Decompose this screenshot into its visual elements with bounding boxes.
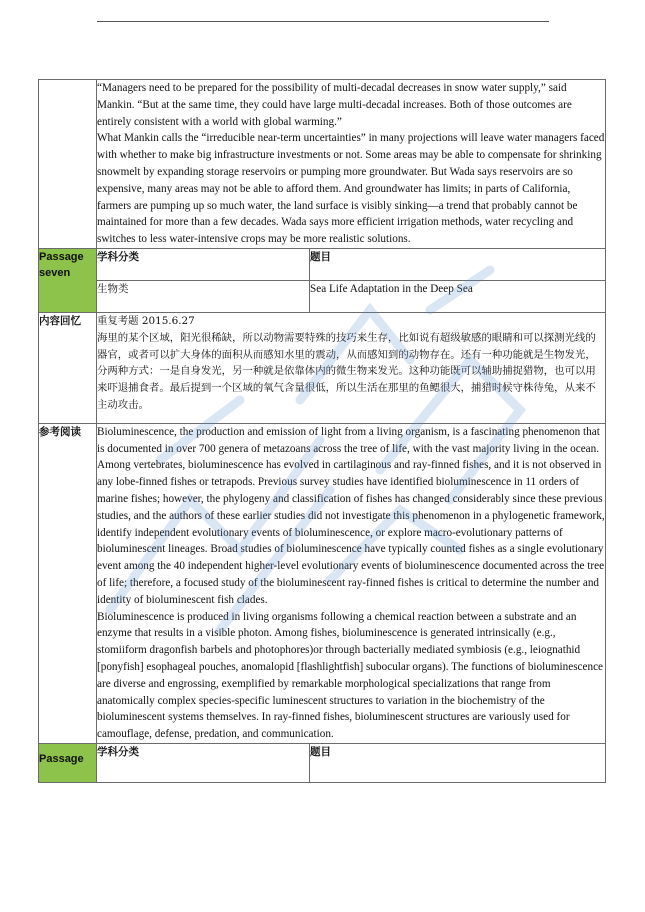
content-recall-line-1: 重复考题 2015.6.27 [97,314,195,327]
passage-seven-label: Passage seven [39,248,97,312]
subject-header: 学科分类 [97,248,310,280]
top-passage-paragraph-1: “Managers need to be prepared for the possibility of multi-decadal decreases in snow water supply,” said Mankin. “But at the same time, they could have large multi-decadal increases. Both of those outcomes are entirely consistent with a world with global warming.” [97,82,572,128]
title-value: Sea Life Adaptation in the Deep Sea [310,280,606,312]
top-passage-text [97,80,606,249]
content-recall-row [39,312,606,423]
top-passage-row [39,80,606,249]
next-title-header: 题目 [310,743,606,782]
top-passage-paragraph-2: What Mankin calls the “irreducible near-term uncertainties” in many projections will leave water managers faced with whether to make big infrastructure investments or not. Some areas may be able to compensate for shrinking snowmelt by expanding storage reservoirs or pumping more groundwater. But Wada says reservoirs are so expensive, many areas may not be able to afford them. And groundwater has limits; in parts of California, farmers are pumping up so much water, the land surface is visibly sinking—a trend that probably cannot be maintained for more than a few decades. Wada says more efficient irrigation methods, water recycling and switches to less water-intensive crops may be more realistic solutions. [97,132,605,246]
passage-seven-header-row [39,248,606,280]
document-table [38,79,606,783]
reference-paragraph-1: Bioluminescence, the production and emission of light from a living organism, is a fascinating phenomenon that is documented in over 700 genera of metazoans across the tree of life, with the vast majority living in the ocean. Among vertebrates, bioluminescence has evolved in cartilaginous and ray-finned fishes, and it is not observed in any lobe-finned fishes or tetrapods. Previous survey studies have identified bioluminescence in 11 orders of marine fishes; however, the phylogeny and classification of fishes has changed considerably since these previous studies, and the authors of these earlier studies did not investigate this phenomenon in a phylogenetic framework, identify independent evolutionary events of bioluminescence, or explore macro-evolutionary patterns of bioluminescent lineages. Broad studies of bioluminescence have typically counted fishes as a single evolutionary event among the 40 independent higher-level evolutionary events of bioluminescence documented across the tree of life; therefore, a focused study of the bioluminescent ray-finned fishes is critical to determine the number and identity of bioluminescent fish clades. [97,425,605,606]
top-passage-label-cell [39,80,97,249]
reference-reading-label: 参考阅读 [39,423,97,743]
title-header: 题目 [310,248,606,280]
reference-reading-row [39,423,606,743]
reference-reading-text [97,423,606,743]
next-passage-header-row [39,743,606,782]
next-passage-label: Passage [39,743,97,782]
content-recall-label: 内容回忆 [39,312,97,423]
passage-seven-value-row [39,280,606,312]
next-subject-header: 学科分类 [97,743,310,782]
content-recall-text [97,312,606,423]
subject-value: 生物类 [97,280,310,312]
header-rule [97,21,549,22]
content-recall-line-2: 海里的某个区域，阳光很稀缺，所以动物需要特殊的技巧来生存，比如说有超级敏感的眼睛和可以探测光线的器官，或者可以扩大身体的面积从而感知水里的震动，从而感知到的动物存在。还有一种功能就是生物发光，分两种方式：一是自身发光，另一种就是依靠体内的微生物来发光。这种功能既可以辅助捕捉猎物，也可以用来吓退捕食者。最后提到一个区域的氧气含量很低，所以生活在那里的鱼鳃很大，捕猎时候守株待兔，从来不主动攻击。 [97,331,596,411]
reference-paragraph-2: Bioluminescence is produced in living organisms following a chemical reaction between a substrate and an enzyme that results in a visible photon. Among fishes, bioluminescence is generated intrinsically (e.g., stomiiform dragonfish barbels and photophores)or through bacterially mediated symbiosis (e.g., leiognathid [ponyfish] esophageal pouches, anomalopid [flashlightfish] subocular organs). The functions of bioluminescence are diverse and engrossing, exemplified by remarkable morphological specializations that range from anatomically complex species-specific luminescent structures to variation in the biochemistry of the bioluminescent systems themselves. In ray-finned fishes, bioluminescent structures are variously used for camouflage, defense, predation, and communication. [97,610,604,741]
